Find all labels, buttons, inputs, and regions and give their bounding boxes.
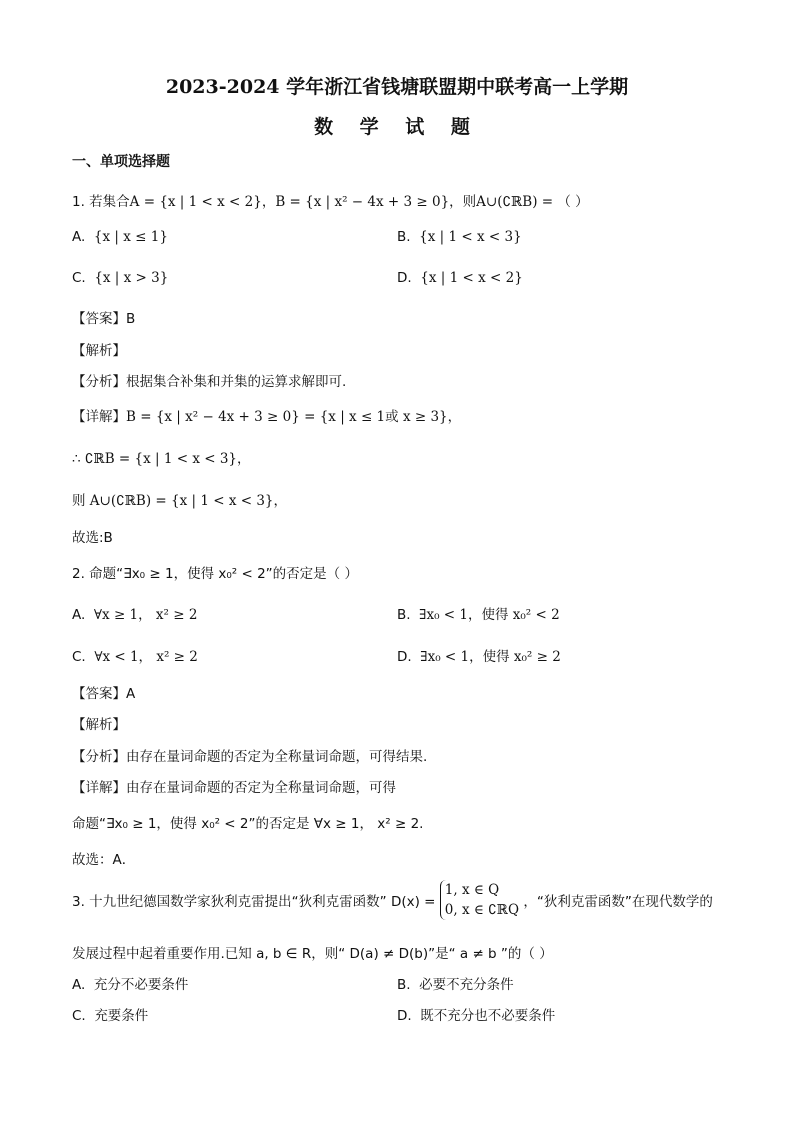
option-text: 充要条件: [94, 1008, 149, 1024]
q1-stem-prefix: 1. 若集合: [72, 194, 130, 210]
section-heading: 一、单项选择题: [72, 154, 170, 170]
option-label: D.: [397, 270, 412, 286]
q1-expr: A∪(∁ℝB) =: [476, 194, 554, 210]
q1-option-a: [72, 229, 168, 245]
q3-stem-prefix: 3. 十九世纪德国数学家狄利克雷提出“狄利克雷函数” D(x) =: [72, 894, 436, 910]
option-label: D.: [397, 649, 412, 665]
q3-stem-suffix: ，“狄利克雷函数”在现代数学的: [523, 894, 713, 910]
q1-option-d: [397, 270, 523, 286]
option-label: B.: [397, 607, 411, 623]
q1-step-2: ∴ ∁ℝB = {x | 1 < x < 3}，: [72, 451, 251, 467]
q3-option-d: [397, 1004, 555, 1024]
option-text: 既不充分也不必要条件: [420, 1008, 556, 1024]
q2-step-2: 命题“∃x₀ ≥ 1，使得 x₀² < 2”的否定是 ∀x ≥ 1， x² ≥ 2.: [72, 816, 424, 832]
q1-set-a: A = {x | 1 < x < 2}: [129, 194, 262, 210]
q1-analysis: 【解析】: [72, 343, 126, 359]
q1-conclusion: 故选:B: [72, 530, 113, 546]
option-text: ∃x₀ < 1，使得 x₀² ≥ 2: [420, 649, 561, 665]
q1-option-b: [397, 229, 522, 245]
q1-fenxi: 【分析】根据集合补集和并集的运算求解即可.: [72, 374, 347, 390]
option-text: ∀x < 1， x² ≥ 2: [94, 649, 198, 665]
option-text: {x | x > 3}: [94, 270, 169, 286]
option-text: {x | 1 < x < 2}: [420, 270, 523, 286]
option-text: 充分不必要条件: [93, 977, 189, 993]
q3-option-a: [72, 973, 188, 993]
exam-title: 2023-2024 学年浙江省钱塘联盟期中联考高一上学期: [165, 76, 629, 98]
q3-piecewise: [440, 880, 519, 920]
q3-case-1: 1, x ∈ Q: [444, 882, 500, 898]
option-text: 必要不充分条件: [419, 977, 514, 993]
q3-case-2: 0, x ∈ ∁ℝQ: [444, 902, 520, 918]
option-label: A.: [72, 229, 86, 245]
q3-option-c: [72, 1004, 148, 1024]
q1-comma: ，: [261, 194, 276, 210]
q2-option-c: [72, 645, 198, 665]
q1-then: ，则: [449, 194, 477, 210]
option-label: C.: [72, 1008, 86, 1024]
option-label: A.: [72, 607, 86, 623]
option-label: A.: [72, 977, 86, 993]
question-2-stem: 2. 命题“∃x₀ ≥ 1，使得 x₀² < 2”的否定是（ ）: [72, 566, 358, 582]
q1-option-c: [72, 270, 168, 286]
q2-option-d: [397, 645, 561, 665]
option-label: D.: [397, 1008, 412, 1024]
option-text: {x | 1 < x < 3}: [419, 229, 522, 245]
q3-stem-line-2: 发展过程中起着重要作用.已知 a, b ∈ R，则“ D(a) ≠ D(b)”是“ a ≠ b ”的（ ）: [72, 946, 553, 962]
option-text: ∃x₀ < 1，使得 x₀² < 2: [419, 607, 560, 623]
q1-set-b: B = {x | x² − 4x + 3 ≥ 0}: [275, 194, 450, 210]
q1-step-3: 则 A∪(∁ℝB) = {x | 1 < x < 3}，: [72, 493, 288, 509]
option-text: ∀x ≥ 1， x² ≥ 2: [93, 607, 198, 623]
q1-answer: 【答案】B: [72, 311, 136, 327]
option-label: C.: [72, 270, 86, 286]
option-label: B.: [397, 229, 411, 245]
q2-option-b: [397, 603, 560, 623]
q2-answer: 【答案】A: [72, 686, 136, 702]
q1-detail-expr: B = {x | x² − 4x + 3 ≥ 0} = {x | x ≤ 1或 x ≥ 3}，: [126, 409, 462, 425]
q1-paren: （ ）: [557, 194, 589, 210]
q1-detail-prefix: 【详解】: [72, 409, 126, 425]
exam-subtitle: 数 学 试 题: [314, 116, 480, 138]
q2-detail: 【详解】由存在量词命题的否定为全称量词命题，可得: [72, 780, 396, 796]
option-label: B.: [397, 977, 411, 993]
question-1-stem: [72, 190, 589, 210]
option-text: {x | x ≤ 1}: [93, 229, 168, 245]
q2-option-a: [72, 603, 197, 623]
question-3-stem: [72, 880, 713, 920]
option-label: C.: [72, 649, 86, 665]
q2-fenxi: 【分析】由存在量词命题的否定为全称量词命题，可得结果.: [72, 749, 428, 765]
q1-detail: [72, 405, 461, 425]
q2-analysis: 【解析】: [72, 717, 126, 733]
q3-option-b: [397, 973, 514, 993]
q2-conclusion: 故选：A．: [72, 852, 136, 868]
